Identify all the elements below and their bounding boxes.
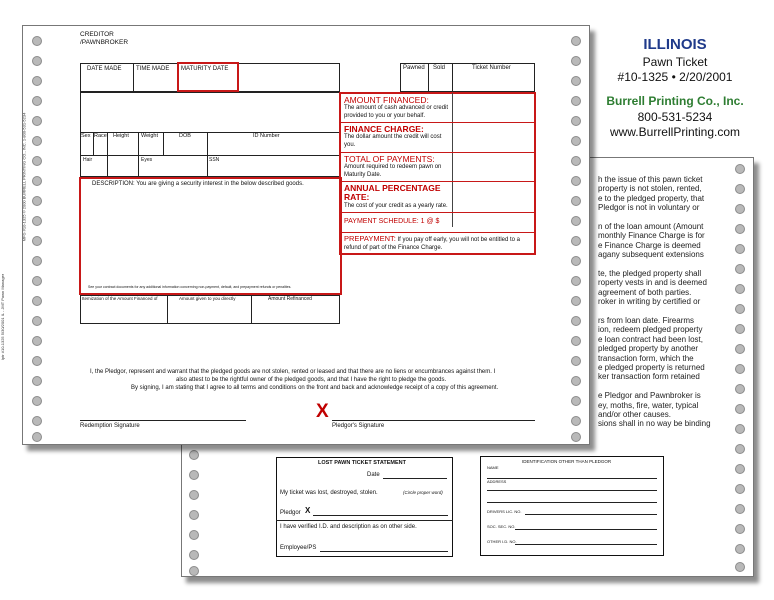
total-payments-heading: TOTAL OF PAYMENTS: [344,154,435,164]
back-terms-line: roperty vests in and is deemed [598,278,707,288]
race-label: Race [94,133,107,139]
back-terms-line: pledged property by another [598,344,699,354]
company-name: Burrell Printing Co., Inc. [606,94,744,108]
back-terms-line: and/or other causes. [598,410,671,419]
sex-label: Sex [81,133,91,139]
contract-note: See your contract documents for any additional information concerning non-payment, default, and prepayment refunds or penalties. [88,285,292,289]
back-terms-line: e pledged property is returned [598,363,705,372]
redemption-signature-label: Redemption Signature [80,423,140,429]
prepayment-heading: PREPAYMENT: [344,234,396,243]
weight-label: Weight [141,133,159,139]
pledgor-statement-1: I, the Pledgor, represent and warrant that the pledged goods are not stolen, rented or leased and that there are no liens or encumbrances against them. I [90,369,496,375]
lost-divider [276,520,453,521]
lost-verified: I have verified I.D. and description as on other side. [280,524,417,530]
company-phone: 800-531-5234 [637,110,713,124]
ident-other-label: OTHER I.D. NO. [487,539,517,544]
back-terms-line: transaction form, which the [598,353,694,363]
creditor-label: CREDITOR /PAWNBROKER [80,31,129,46]
product-title: Pawn Ticket [642,55,708,69]
pledgor-statement-2: also attest to be the rightful owner of the pledged goods, and that I have the right to pledge the goods. [176,377,447,383]
lost-circle-note: (Circle proper word) [403,490,443,495]
ident-name-label: NAME [487,465,499,470]
side-printer-text-1: MFG #10-1325 © 2000 BURRELL PRINTING CO., INC. 1-800-531-5234 [21,112,27,242]
time-made-label: TIME MADE [136,66,170,72]
finance-row-total-payments [344,155,452,179]
back-terms-line: monthly Finance Charge is for [598,231,705,241]
back-terms-line: n of the loan amount (Amount [598,222,704,231]
ident-drivers-line[interactable] [525,514,657,515]
payment-schedule-label: PAYMENT SCHEDULE: 1 @ $ [344,218,440,225]
signature-x-mark: X [316,401,329,422]
finance-row-amount-financed [344,96,452,120]
ident-address-line[interactable] [487,502,657,503]
finance-row-prepayment [344,235,534,252]
eyes-label: Eyes [141,157,153,163]
maturity-date-label: MATURITY DATE [181,66,229,72]
back-terms-line: e loan contract had been lost, [598,334,703,344]
pledgor-statement-3: By signing, I am stating that I agree to all terms and conditions on the front and back and acknowledge receipt of a copy of this agreement. [131,385,499,391]
lost-ticket-box [276,457,453,557]
prepayment-text: If you pay off early, you will not be entitled to a refund of part of the Finance Charge. [344,237,521,251]
state-title: ILLINOIS [643,36,707,53]
redemption-signature-line[interactable] [80,420,246,421]
lost-date-line[interactable] [383,478,447,479]
back-terms-line: h the issue of this pawn ticket [598,175,703,184]
ident-other-line[interactable] [515,544,657,545]
amount-financed-text: The amount of cash advanced or credit provided to you or your behalf. [344,105,449,119]
ident-name-line-2 [487,490,657,491]
ident-address-label: ADDRESS [487,479,507,484]
amount-given-label: Amount given to you directly [179,296,236,301]
finance-charge-text: The dollar amount the credit will cost you. [344,134,442,148]
form-number: #10-1325 • 2/20/2001 [617,70,733,84]
lost-pledgor-x: X [305,506,311,515]
back-terms-line: roker in writing by certified or [598,297,701,307]
id-number-label: ID Number [253,133,280,139]
finance-row-finance-charge [344,125,452,149]
ident-title: IDENTIFICATION OTHER THAN PLEDGOR [522,459,612,464]
ticket-number-label: Ticket Number [472,65,511,71]
lost-statement: My ticket was lost, destroyed, stolen. [280,490,378,496]
back-terms-line: ey, moths, fire, water, typical [598,400,699,410]
back-terms-line: sions shall in no way be binding [598,419,711,429]
back-terms-line: e Pledgor and Pawnbroker is [598,391,701,401]
lost-ticket-title: LOST PAWN TICKET STATEMENT [318,460,406,466]
lost-employee-line[interactable] [320,551,448,552]
itemization-label: Itemization of the Amount Financed of [82,296,158,301]
ident-soc-line[interactable] [515,529,657,530]
back-terms-line: ion, redeem pledged property [598,325,703,335]
amount-financed-heading: AMOUNT FINANCED: [344,95,429,105]
back-terms-line: agany subsequent extensions [598,250,704,260]
back-terms-line: Pledgor is not in voluntary or [598,203,700,213]
apr-heading: ANNUAL PERCENTAGE RATE: [344,183,441,202]
amount-refinanced-label: Amount Refinanced [268,296,312,302]
dob-label: DOB [179,133,191,139]
back-terms-line: property is not stolen, rented, [598,184,702,194]
back-terms-line: te, the pledged property shall [598,269,702,278]
ssn-label: SSN [209,157,220,163]
company-website[interactable]: www.BurrellPrinting.com [609,125,741,139]
back-terms-line: ker transaction form retained [598,372,700,382]
date-made-label: DATE MADE [87,66,122,72]
back-terms-line: agreement of both parties. [598,287,692,297]
description-box[interactable] [79,177,342,295]
sold-label: Sold [433,65,446,71]
hair-label: Hair [83,157,93,163]
back-terms-line: rs from loan date. Firearms [598,316,695,325]
finance-row-apr [344,184,448,210]
pledgor-signature-line[interactable] [332,420,535,421]
finance-charge-heading: FINANCE CHARGE: [344,124,424,134]
pawned-label: Pawned [403,65,425,71]
lost-pledgor-label: Pledgor [280,510,301,516]
lost-date-label: Date [367,472,380,478]
ident-soc-label: SOC. SEC. NO. [487,524,516,529]
back-terms-line: e Finance Charge is deemed [598,240,701,250]
description-label: DESCRIPTION: You are giving a security interest in the below described goods. [92,181,304,187]
height-label: Height [113,133,129,139]
pledgor-signature-label: Pledgor's Signature [332,423,385,429]
side-printer-text-2: Iptr #10-1325 5/30/2001 IL - JMT Pawn Manager [0,273,6,361]
ident-drivers-label: DRIVERS LIC. NO. [487,509,522,514]
back-terms-line: e to the pledged property, that [598,193,705,203]
ident-name-line[interactable] [487,478,657,479]
lost-employee-label: Employee/PS [280,545,317,551]
total-payments-text: Amount required to redeem pawn on Maturity Date. [344,164,442,178]
apr-text: The cost of your credit as a yearly rate. [344,203,448,209]
lost-pledgor-line[interactable] [313,515,448,516]
